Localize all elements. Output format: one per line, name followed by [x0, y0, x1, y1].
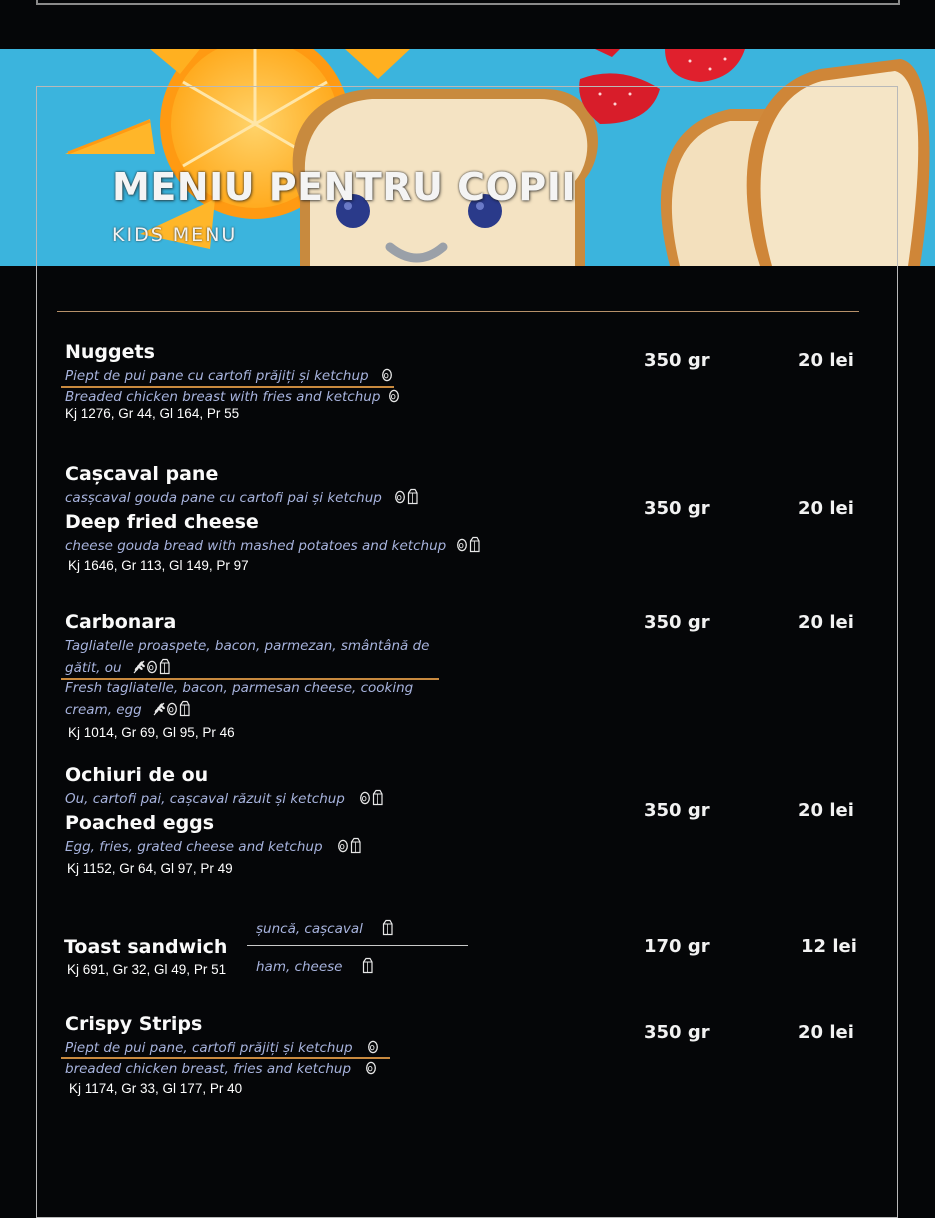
egg-icon [456, 537, 468, 553]
item-description-en-line2: cream, egg [65, 699, 191, 721]
menu-title: MENIU PENTRU COPII [112, 165, 576, 209]
egg-icon [367, 1039, 379, 1055]
egg-icon [337, 838, 349, 854]
item-name-ro: Cașcaval pane [65, 463, 219, 485]
nutrition-facts: Kj 1014, Gr 69, Gl 95, Pr 46 [68, 725, 235, 740]
milk-carton-icon [468, 536, 481, 553]
item-description-ro-line1: Tagliatelle proaspete, bacon, parmezan, smântână de [65, 638, 430, 654]
item-description-en: cheese gouda bread with mashed potatoes and ketchup [65, 535, 481, 557]
item-price: 20 lei [798, 1022, 854, 1043]
item-divider [247, 945, 468, 946]
item-description-ro-line2: gătit, ou [65, 657, 171, 679]
wheat-icon [152, 701, 166, 717]
top-frame-edge [36, 0, 900, 5]
item-name: Toast sandwich [64, 936, 228, 958]
milk-carton-icon [178, 700, 191, 717]
nutrition-facts: Kj 1646, Gr 113, Gl 149, Pr 97 [68, 558, 249, 573]
egg-icon [359, 790, 371, 806]
item-weight: 350 gr [644, 1022, 710, 1043]
item-price: 20 lei [798, 612, 854, 633]
nutrition-facts: Kj 691, Gr 32, Gl 49, Pr 51 [67, 962, 227, 977]
nutrition-facts: Kj 1152, Gr 64, Gl 97, Pr 49 [67, 861, 233, 876]
item-name-en: Poached eggs [65, 812, 215, 834]
egg-icon [394, 489, 406, 505]
milk-carton-icon [406, 488, 419, 505]
item-name: Nuggets [65, 341, 155, 363]
item-name: Carbonara [65, 611, 177, 633]
item-name-en: Deep fried cheese [65, 511, 259, 533]
item-description-ro: Piept de pui pane cu cartofi prăjiți și ketchup [65, 365, 393, 387]
item-price: 20 lei [798, 350, 854, 371]
item-weight: 170 gr [644, 936, 710, 957]
item-weight: 350 gr [644, 498, 710, 519]
item-description-en: Breaded chicken breast with fries and ketchup [65, 386, 400, 408]
item-name: Crispy Strips [65, 1013, 203, 1035]
item-description-ro: Ou, cartofi pai, cașcaval răzuit și ketchup [65, 788, 384, 810]
egg-icon [381, 367, 393, 383]
item-description-en: ham, cheese [256, 956, 374, 978]
item-description-ro: șuncă, cașcaval [256, 918, 394, 940]
milk-carton-icon [371, 789, 384, 806]
item-description-ro: casșcaval gouda pane cu cartofi pai și ketchup [65, 487, 419, 509]
item-price: 20 lei [798, 498, 854, 519]
wheat-icon [132, 659, 146, 675]
milk-carton-icon [381, 919, 394, 936]
item-description-en-line1: Fresh tagliatelle, bacon, parmesan cheese, cooking [65, 680, 414, 696]
item-description-ro: Piept de pui pane, cartofi prăjiți și ketchup [65, 1037, 379, 1059]
menu-subtitle: KIDS MENU [112, 224, 238, 246]
egg-icon [388, 388, 400, 404]
item-weight: 350 gr [644, 800, 710, 821]
item-name-ro: Ochiuri de ou [65, 764, 209, 786]
item-price: 20 lei [798, 800, 854, 821]
item-weight: 350 gr [644, 612, 710, 633]
egg-icon [146, 659, 158, 675]
item-description-en: breaded chicken breast, fries and ketchup [65, 1058, 377, 1080]
egg-icon [166, 701, 178, 717]
header-divider [57, 311, 859, 312]
milk-carton-icon [158, 658, 171, 675]
egg-icon [365, 1060, 377, 1076]
milk-carton-icon [361, 957, 374, 974]
item-description-en: Egg, fries, grated cheese and ketchup [65, 836, 362, 858]
nutrition-facts: Kj 1276, Gr 44, Gl 164, Pr 55 [65, 406, 240, 421]
item-weight: 350 gr [644, 350, 710, 371]
nutrition-facts: Kj 1174, Gr 33, Gl 177, Pr 40 [69, 1081, 243, 1096]
milk-carton-icon [349, 837, 362, 854]
item-price: 12 lei [801, 936, 857, 957]
